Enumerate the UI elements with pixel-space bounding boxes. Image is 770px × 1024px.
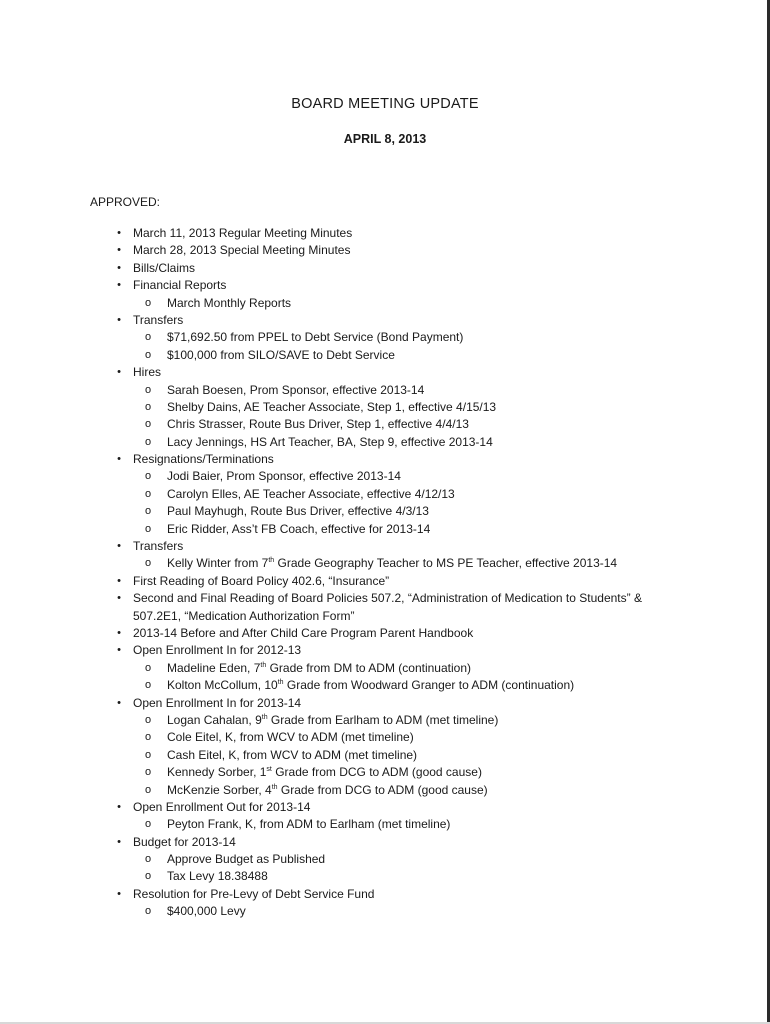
list-item-text: Open Enrollment In for 2013-14 — [133, 695, 302, 710]
ordinal-suffix: st — [266, 766, 272, 774]
sub-list-item — [0, 868, 770, 885]
list-item-text-part: Grade Geography Teacher to MS PE Teacher, effective 2013-14 — [274, 556, 618, 571]
list-item-text-part: Madeline Eden, 7 — [167, 660, 261, 675]
sub-bullet-marker: o — [144, 487, 152, 500]
ordinal-suffix: th — [261, 713, 268, 721]
list-item — [0, 573, 770, 590]
list-item — [0, 799, 770, 816]
sub-bullet-marker: o — [144, 853, 152, 866]
bullet-marker: • — [117, 227, 121, 239]
bullet-marker: • — [117, 244, 121, 257]
list-item — [0, 886, 770, 903]
section-heading-approved: APPROVED: — [90, 195, 161, 209]
list-item-text-part: McKenzie Sorber, 4 — [167, 782, 272, 797]
bullet-marker: • — [117, 592, 121, 605]
list-item-text-part: Kolton McCollum, 10 — [167, 678, 278, 693]
list-item — [0, 451, 770, 468]
sub-bullet-marker: o — [144, 713, 152, 726]
bullet-marker: • — [117, 313, 121, 326]
bullet-marker: • — [117, 279, 121, 292]
sub-bullet-marker: o — [144, 435, 152, 448]
list-item — [0, 538, 770, 555]
list-item-text-part: Grade from Earlham to ADM (met timeline) — [267, 712, 499, 727]
sub-list-item — [0, 399, 770, 416]
sub-list-item — [0, 851, 770, 868]
bullet-marker: • — [117, 887, 121, 900]
sub-list-item — [0, 764, 770, 781]
bullet-marker: • — [117, 366, 121, 379]
bullet-marker: • — [117, 644, 121, 657]
list-item-text: Financial Reports — [133, 278, 227, 293]
list-item-text: Paul Mayhugh, Route Bus Driver, effective 4/3/13 — [167, 504, 429, 519]
ordinal-suffix: th — [260, 661, 267, 669]
list-item — [0, 225, 770, 242]
list-item-text: Sarah Boesen, Prom Sponsor, effective 2013-14 — [167, 382, 425, 397]
sub-list-item — [0, 729, 770, 746]
sub-list-item — [0, 347, 770, 364]
list-item-text: Approve Budget as Published — [167, 852, 326, 867]
list-item — [0, 277, 770, 294]
sub-list-item — [0, 486, 770, 503]
list-item-text: March Monthly Reports — [167, 295, 292, 310]
ordinal-suffix: th — [271, 783, 278, 791]
list-item-text — [167, 713, 498, 727]
list-item — [0, 834, 770, 851]
document-title: BOARD MEETING UPDATE — [291, 96, 479, 112]
bullet-marker: • — [117, 800, 121, 813]
sub-list-item — [0, 816, 770, 833]
list-item-text-part: Grade from Woodward Granger to ADM (continuation) — [283, 678, 575, 693]
meeting-date: APRIL 8, 2013 — [343, 132, 427, 146]
sub-list-item — [0, 468, 770, 485]
list-item — [0, 312, 770, 329]
list-item-text-part: Grade from DCG to ADM (good cause) — [271, 765, 482, 780]
sub-bullet-marker: o — [144, 818, 152, 831]
sub-bullet-marker: o — [144, 400, 152, 413]
list-item — [0, 590, 770, 607]
sub-bullet-marker: o — [144, 870, 152, 883]
sub-bullet-marker: o — [144, 905, 152, 918]
sub-list-item — [0, 747, 770, 764]
sub-bullet-marker: o — [144, 731, 152, 744]
list-item-text — [167, 661, 471, 675]
list-item-text: Lacy Jennings, HS Art Teacher, BA, Step 9, effective 2013-14 — [167, 434, 493, 449]
sub-bullet-marker: o — [144, 331, 152, 344]
sub-bullet-marker: o — [144, 418, 152, 431]
sub-list-item — [0, 382, 770, 399]
sub-list-item — [0, 521, 770, 538]
list-item-text — [167, 765, 482, 779]
list-item-text: Peyton Frank, K, from ADM to Earlham (met timeline) — [167, 817, 451, 832]
sub-list-item — [0, 782, 770, 799]
list-item — [0, 608, 770, 625]
bullet-marker: • — [117, 574, 121, 587]
list-item — [0, 695, 770, 712]
sub-list-item — [0, 434, 770, 451]
sub-bullet-marker: o — [144, 557, 152, 570]
bullet-marker: • — [117, 835, 121, 848]
list-item-text: Cole Eitel, K, from WCV to ADM (met timeline) — [167, 730, 414, 745]
list-item-text: Open Enrollment Out for 2013-14 — [133, 799, 311, 814]
list-item-text: Carolyn Elles, AE Teacher Associate, effective 4/12/13 — [167, 486, 455, 501]
sub-bullet-marker: o — [144, 522, 152, 535]
list-item-text: Chris Strasser, Route Bus Driver, Step 1, effective 4/4/13 — [167, 417, 469, 432]
sub-bullet-marker: o — [144, 766, 152, 779]
list-item-text: Resolution for Pre-Levy of Debt Service Fund — [133, 886, 375, 901]
list-item-text: Hires — [133, 365, 162, 380]
sub-bullet-marker: o — [144, 505, 152, 518]
bullet-marker: • — [117, 453, 121, 466]
list-item-text: Open Enrollment In for 2012-13 — [133, 643, 302, 658]
sub-list-item — [0, 677, 770, 694]
list-item-text: $100,000 from SILO/SAVE to Debt Service — [167, 347, 395, 362]
ordinal-suffix: th — [268, 557, 275, 565]
list-item-text: Resignations/Terminations — [133, 452, 274, 467]
list-item — [0, 364, 770, 381]
list-item-text: $71,692.50 from PPEL to Debt Service (Bond Payment) — [167, 330, 464, 345]
list-item — [0, 260, 770, 277]
list-item — [0, 242, 770, 259]
bullet-marker: • — [117, 540, 121, 553]
sub-bullet-marker: o — [144, 383, 152, 396]
list-item — [0, 625, 770, 642]
list-item-text-part: Kennedy Sorber, 1 — [167, 765, 267, 780]
sub-list-item — [0, 712, 770, 729]
list-item-text: March 11, 2013 Regular Meeting Minutes — [133, 226, 353, 240]
list-item-text: March 28, 2013 Special Meeting Minutes — [133, 243, 351, 258]
list-item-text: Budget for 2013-14 — [133, 834, 236, 849]
list-item-text: First Reading of Board Policy 402.6, “Insurance” — [133, 573, 390, 588]
list-item-text: Shelby Dains, AE Teacher Associate, Step 1, effective 4/15/13 — [167, 399, 497, 414]
bullet-marker: • — [117, 261, 121, 274]
list-item-text-part: Grade from DCG to ADM (good cause) — [277, 782, 488, 797]
sub-bullet-marker: o — [144, 661, 152, 674]
list-item-text: Tax Levy 18.38488 — [167, 869, 268, 884]
approved-items-list — [0, 225, 770, 921]
ordinal-suffix: th — [277, 679, 284, 687]
list-item-text: Jodi Baier, Prom Sponsor, effective 2013-14 — [167, 469, 401, 484]
sub-list-item — [0, 329, 770, 346]
bullet-marker: • — [117, 696, 121, 709]
sub-list-item — [0, 295, 770, 312]
sub-bullet-marker: o — [144, 783, 152, 796]
sub-bullet-marker: o — [144, 748, 152, 761]
list-item-text: Eric Ridder, Ass’t FB Coach, effective for 2013-14 — [167, 521, 431, 536]
sub-list-item — [0, 660, 770, 677]
sub-list-item — [0, 503, 770, 520]
list-item-text — [167, 556, 617, 570]
sub-bullet-marker: o — [144, 679, 152, 692]
sub-bullet-marker: o — [144, 348, 152, 361]
sub-list-item — [0, 416, 770, 433]
list-item-text: Transfers — [133, 312, 184, 327]
sub-bullet-marker: o — [144, 470, 152, 483]
list-item — [0, 642, 770, 659]
list-item-text: Cash Eitel, K, from WCV to ADM (met timeline) — [167, 747, 418, 762]
list-item-text: $400,000 Levy — [167, 904, 246, 919]
list-item-text: Transfers — [133, 539, 184, 554]
sub-bullet-marker: o — [144, 296, 152, 309]
list-item-text-part: Kelly Winter from 7 — [167, 556, 269, 571]
list-item-text-part: Grade from DM to ADM (continuation) — [266, 660, 471, 675]
list-item-text: 2013-14 Before and After Child Care Program Parent Handbook — [133, 625, 474, 640]
list-item-text-part: Logan Cahalan, 9 — [167, 712, 262, 727]
list-item-text — [167, 783, 488, 797]
list-item-text: 507.2E1, “Medication Authorization Form” — [133, 608, 355, 623]
sub-list-item — [0, 903, 770, 920]
bullet-marker: • — [117, 626, 121, 639]
list-item-text — [167, 678, 574, 692]
sub-list-item — [0, 555, 770, 572]
list-item-text: Second and Final Reading of Board Policies 507.2, “Administration of Medication to Students” & — [133, 591, 642, 606]
list-item-text: Bills/Claims — [133, 260, 196, 275]
